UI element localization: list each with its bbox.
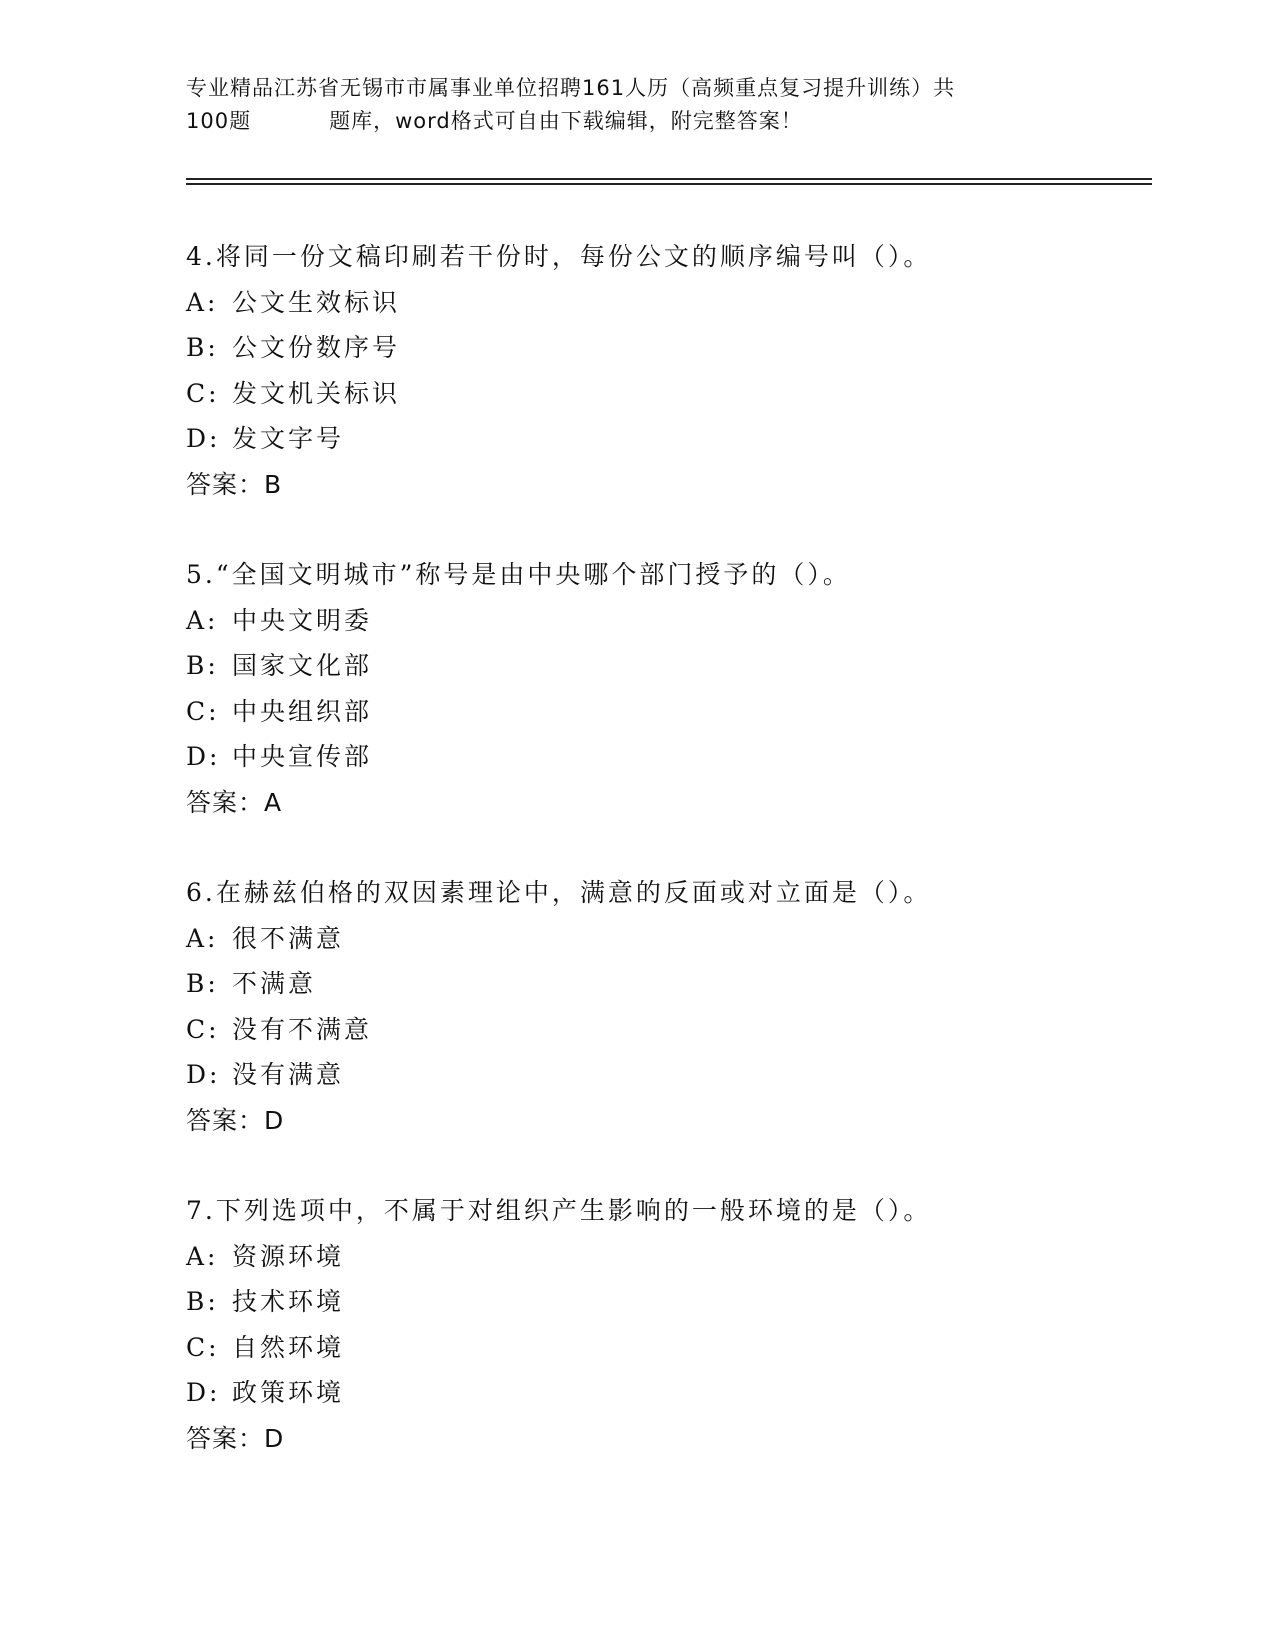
- option-text: 国家文化部: [232, 651, 373, 680]
- option-text: 不满意: [232, 969, 317, 998]
- question-block: [186, 552, 1166, 825]
- option-text: 很不满意: [232, 923, 345, 953]
- header-title-line2: [186, 105, 1066, 138]
- question-block: [186, 870, 1166, 1143]
- option-key: A:: [186, 923, 219, 953]
- option-key: B:: [186, 333, 219, 362]
- option-d: [186, 1370, 1166, 1416]
- option-key: A:: [186, 1241, 219, 1271]
- option-a: [186, 280, 1166, 326]
- answer-line: 答案：D: [186, 1423, 285, 1453]
- option-a: [186, 916, 1166, 962]
- answer-line: 答案：D: [186, 1105, 285, 1135]
- answer-line: 答案：B: [186, 469, 283, 499]
- option-text: 公文份数序号: [232, 333, 401, 362]
- header-subtitle: 题库，word格式可自由下载编辑，附完整答案！: [329, 109, 803, 133]
- question-stem: 7.下列选项中，不属于对组织产生影响的一般环境的是（）。: [186, 1196, 932, 1225]
- option-b: [186, 1279, 1166, 1325]
- option-key: A:: [186, 605, 219, 635]
- option-key: D:: [186, 424, 221, 453]
- option-key: D:: [186, 1060, 221, 1089]
- option-text: 中央宣传部: [232, 742, 373, 771]
- option-text: 发文字号: [232, 424, 345, 453]
- question-stem: 5.“全国文明城市”称号是由中央哪个部门授予的（）。: [186, 560, 851, 589]
- document-header: [186, 72, 1066, 138]
- option-b: [186, 643, 1166, 689]
- option-c: [186, 1007, 1166, 1053]
- option-d: [186, 416, 1166, 462]
- option-c: [186, 371, 1166, 417]
- header-title-line1: 专业精品江苏省无锡市市属事业单位招聘161人历（高频重点复习提升训练）共: [186, 76, 956, 100]
- option-text: 资源环境: [232, 1241, 345, 1271]
- option-a: [186, 1234, 1166, 1280]
- option-b: [186, 325, 1166, 371]
- option-key: B:: [186, 651, 219, 680]
- option-d: [186, 734, 1166, 780]
- option-text: 自然环境: [232, 1332, 345, 1362]
- option-b: [186, 961, 1166, 1007]
- question-block: [186, 1188, 1166, 1461]
- option-a: [186, 598, 1166, 644]
- option-text: 中央组织部: [232, 696, 373, 726]
- option-d: [186, 1052, 1166, 1098]
- option-key: C:: [186, 1014, 220, 1044]
- option-text: 没有不满意: [232, 1014, 373, 1044]
- option-c: [186, 689, 1166, 735]
- question-block: [186, 234, 1166, 507]
- option-c: [186, 1325, 1166, 1371]
- question-stem: 6.在赫兹伯格的双因素理论中，满意的反面或对立面是（）。: [186, 878, 932, 907]
- option-key: B:: [186, 1287, 219, 1316]
- option-text: 技术环境: [232, 1287, 345, 1316]
- option-key: D:: [186, 1378, 221, 1407]
- option-key: C:: [186, 378, 220, 408]
- answer-line: 答案：A: [186, 787, 283, 817]
- question-stem: 4.将同一份文稿印刷若干份时，每份公文的顺序编号叫（）。: [186, 242, 932, 271]
- option-key: C:: [186, 696, 220, 726]
- option-text: 没有满意: [232, 1060, 345, 1089]
- header-question-count: 100题: [186, 109, 252, 133]
- option-text: 发文机关标识: [232, 378, 401, 408]
- option-key: B:: [186, 969, 219, 998]
- option-text: 政策环境: [232, 1378, 345, 1407]
- option-key: D:: [186, 742, 221, 771]
- option-key: A:: [186, 287, 219, 317]
- option-key: C:: [186, 1332, 220, 1362]
- option-text: 公文生效标识: [232, 287, 401, 317]
- header-divider-top: [186, 178, 1152, 180]
- option-text: 中央文明委: [232, 605, 373, 635]
- header-divider-bottom: [186, 183, 1152, 185]
